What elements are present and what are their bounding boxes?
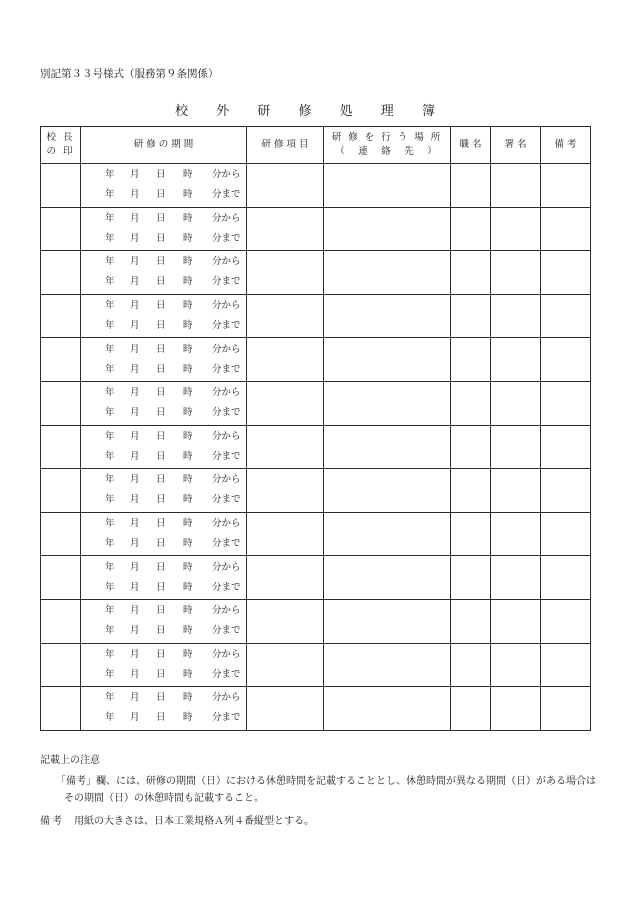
period-cell[interactable] (81, 512, 247, 556)
period-unit-month: 月 (130, 668, 140, 680)
period-cell[interactable] (81, 425, 247, 469)
period-from-line (81, 209, 246, 229)
period-unit-month: 月 (130, 320, 140, 332)
period-unit-hour: 時 (183, 407, 193, 419)
place-cell[interactable] (324, 643, 451, 687)
period-unit-year: 年 (105, 169, 115, 181)
period-unit-month: 月 (130, 648, 140, 660)
period-unit-month: 月 (130, 407, 140, 419)
table-body (41, 164, 591, 731)
signature-cell[interactable] (491, 425, 541, 469)
principal-seal-cell[interactable] (41, 338, 81, 382)
table-row (41, 164, 591, 208)
table-row (41, 599, 591, 643)
period-unit-month: 月 (130, 363, 140, 375)
period-from-line (81, 645, 246, 665)
period-cell[interactable] (81, 207, 247, 251)
period-to-line (81, 621, 246, 641)
header-principal-seal-line1: 校 長 (46, 132, 75, 143)
remarks-cell[interactable] (541, 207, 591, 251)
period-cell[interactable] (81, 251, 247, 295)
period-cell[interactable] (81, 469, 247, 513)
period-from-line (81, 427, 246, 447)
position-cell[interactable] (451, 687, 491, 731)
period-to-line (81, 403, 246, 423)
topic-cell[interactable] (247, 512, 324, 556)
header-place (324, 127, 451, 164)
signature-cell[interactable] (491, 643, 541, 687)
period-unit-day: 日 (156, 363, 166, 375)
period-unit-day: 日 (156, 561, 166, 573)
signature-cell[interactable] (491, 207, 541, 251)
position-cell[interactable] (451, 251, 491, 295)
period-unit-hour: 時 (183, 625, 193, 637)
notes-remark-label: 備考 (40, 816, 64, 827)
period-unit-year: 年 (105, 450, 115, 462)
period-unit-hour: 時 (183, 712, 193, 724)
topic-cell[interactable] (247, 381, 324, 425)
header-place-line2: （ 連 絡 先 ） (335, 146, 439, 157)
principal-seal-cell[interactable] (41, 556, 81, 600)
period-unit-year: 年 (105, 692, 115, 704)
period-unit-day: 日 (156, 712, 166, 724)
signature-cell[interactable] (491, 599, 541, 643)
title-char: 校 (175, 104, 189, 119)
period-unit-hour: 時 (183, 276, 193, 288)
period-unit-day: 日 (156, 474, 166, 486)
period-to-line (81, 272, 246, 292)
period-unit-year: 年 (105, 430, 115, 442)
period-from-line (81, 340, 246, 360)
period-unit-year: 年 (105, 474, 115, 486)
period-to-line (81, 316, 246, 336)
period-unit-year: 年 (105, 407, 115, 419)
topic-cell[interactable] (247, 556, 324, 600)
period-unit-month: 月 (130, 474, 140, 486)
period-unit-to: 分まで (212, 712, 241, 724)
period-unit-to: 分まで (212, 276, 241, 288)
principal-seal-cell[interactable] (41, 687, 81, 731)
period-unit-hour: 時 (183, 668, 193, 680)
position-cell[interactable] (451, 556, 491, 600)
table-row (41, 294, 591, 338)
period-unit-to: 分まで (212, 189, 241, 201)
principal-seal-cell[interactable] (41, 643, 81, 687)
period-unit-from: 分から (212, 692, 241, 704)
position-cell[interactable] (451, 599, 491, 643)
period-unit-month: 月 (130, 605, 140, 617)
table-row (41, 381, 591, 425)
period-unit-from: 分から (212, 300, 241, 312)
table-row (41, 687, 591, 731)
period-unit-year: 年 (105, 518, 115, 530)
training-register-table (40, 126, 591, 731)
signature-cell[interactable] (491, 469, 541, 513)
period-unit-hour: 時 (183, 189, 193, 201)
period-unit-day: 日 (156, 343, 166, 355)
table-row (41, 643, 591, 687)
period-unit-hour: 時 (183, 581, 193, 593)
period-unit-hour: 時 (183, 320, 193, 332)
period-unit-from: 分から (212, 387, 241, 399)
position-cell[interactable] (451, 338, 491, 382)
period-unit-month: 月 (130, 189, 140, 201)
title-char: 処 (339, 104, 353, 119)
period-cell[interactable] (81, 381, 247, 425)
period-unit-month: 月 (130, 538, 140, 550)
period-cell[interactable] (81, 294, 247, 338)
remarks-cell[interactable] (541, 294, 591, 338)
period-unit-day: 日 (156, 320, 166, 332)
period-unit-year: 年 (105, 605, 115, 617)
place-cell[interactable] (324, 425, 451, 469)
principal-seal-cell[interactable] (41, 512, 81, 556)
period-unit-day: 日 (156, 407, 166, 419)
position-cell[interactable] (451, 643, 491, 687)
period-unit-day: 日 (156, 212, 166, 224)
period-to-line (81, 665, 246, 685)
period-unit-to: 分まで (212, 625, 241, 637)
header-topic: 研 修 項 目 (247, 127, 324, 164)
period-unit-hour: 時 (183, 363, 193, 375)
period-unit-to: 分まで (212, 668, 241, 680)
period-unit-year: 年 (105, 343, 115, 355)
period-from-line (81, 601, 246, 621)
period-unit-hour: 時 (183, 343, 193, 355)
table-row (41, 338, 591, 382)
period-unit-day: 日 (156, 518, 166, 530)
period-to-line (81, 447, 246, 467)
period-unit-year: 年 (105, 363, 115, 375)
topic-cell[interactable] (247, 164, 324, 208)
title-char: 研 (257, 104, 271, 119)
period-unit-hour: 時 (183, 494, 193, 506)
position-cell[interactable] (451, 469, 491, 513)
period-unit-month: 月 (130, 450, 140, 462)
notes-body: 「備考」欄、には、研修の期間（日）における休憩時間を記載することとし、休憩時間が異なる期間（日）がある場合はその期間（日）の休憩時間も記載すること。 (56, 776, 596, 804)
period-unit-day: 日 (156, 450, 166, 462)
signature-cell[interactable] (491, 381, 541, 425)
period-unit-month: 月 (130, 343, 140, 355)
signature-cell[interactable] (491, 556, 541, 600)
period-unit-from: 分から (212, 605, 241, 617)
table-header-row (41, 127, 591, 164)
period-from-line (81, 165, 246, 185)
signature-cell[interactable] (491, 164, 541, 208)
period-unit-day: 日 (156, 232, 166, 244)
position-cell[interactable] (451, 512, 491, 556)
topic-cell[interactable] (247, 338, 324, 382)
remarks-cell[interactable] (541, 687, 591, 731)
period-unit-month: 月 (130, 561, 140, 573)
period-from-line (81, 296, 246, 316)
place-cell[interactable] (324, 164, 451, 208)
place-cell[interactable] (324, 512, 451, 556)
header-place-line1: 研 修 を 行 う 場 所 (331, 132, 443, 143)
period-unit-day: 日 (156, 538, 166, 550)
period-unit-day: 日 (156, 692, 166, 704)
period-unit-hour: 時 (183, 232, 193, 244)
remarks-cell[interactable] (541, 251, 591, 295)
period-to-line (81, 360, 246, 380)
period-unit-month: 月 (130, 692, 140, 704)
principal-seal-cell[interactable] (41, 164, 81, 208)
period-unit-hour: 時 (183, 538, 193, 550)
period-unit-hour: 時 (183, 518, 193, 530)
place-cell[interactable] (324, 251, 451, 295)
principal-seal-cell[interactable] (41, 381, 81, 425)
period-unit-to: 分まで (212, 450, 241, 462)
header-principal-seal (41, 127, 81, 164)
period-unit-year: 年 (105, 189, 115, 201)
signature-cell[interactable] (491, 251, 541, 295)
period-unit-hour: 時 (183, 561, 193, 573)
period-unit-to: 分まで (212, 538, 241, 550)
period-to-line (81, 185, 246, 205)
period-unit-day: 日 (156, 387, 166, 399)
period-unit-year: 年 (105, 320, 115, 332)
place-cell[interactable] (324, 381, 451, 425)
period-unit-from: 分から (212, 256, 241, 268)
period-unit-month: 月 (130, 387, 140, 399)
period-unit-year: 年 (105, 212, 115, 224)
period-unit-hour: 時 (183, 450, 193, 462)
position-cell[interactable] (451, 207, 491, 251)
period-unit-year: 年 (105, 712, 115, 724)
position-cell[interactable] (451, 425, 491, 469)
period-unit-year: 年 (105, 538, 115, 550)
place-cell[interactable] (324, 294, 451, 338)
place-cell[interactable] (324, 556, 451, 600)
signature-cell[interactable] (491, 294, 541, 338)
signature-cell[interactable] (491, 687, 541, 731)
remarks-cell[interactable] (541, 512, 591, 556)
position-cell[interactable] (451, 164, 491, 208)
period-unit-to: 分まで (212, 320, 241, 332)
topic-cell[interactable] (247, 643, 324, 687)
place-cell[interactable] (324, 207, 451, 251)
period-cell[interactable] (81, 164, 247, 208)
notes-section (40, 752, 600, 830)
table-row (41, 469, 591, 513)
period-unit-day: 日 (156, 300, 166, 312)
period-unit-day: 日 (156, 169, 166, 181)
form-number: 別記第３３号様式（服務第９条関係） (40, 68, 219, 80)
period-to-line (81, 708, 246, 728)
place-cell[interactable] (324, 687, 451, 731)
period-unit-from: 分から (212, 169, 241, 181)
topic-cell[interactable] (247, 599, 324, 643)
remarks-cell[interactable] (541, 469, 591, 513)
place-cell[interactable] (324, 599, 451, 643)
period-unit-month: 月 (130, 276, 140, 288)
topic-cell[interactable] (247, 469, 324, 513)
table-row (41, 512, 591, 556)
remarks-cell[interactable] (541, 599, 591, 643)
period-unit-year: 年 (105, 561, 115, 573)
principal-seal-cell[interactable] (41, 207, 81, 251)
period-unit-from: 分から (212, 212, 241, 224)
period-unit-to: 分まで (212, 494, 241, 506)
period-unit-hour: 時 (183, 605, 193, 617)
principal-seal-cell[interactable] (41, 599, 81, 643)
period-from-line (81, 558, 246, 578)
table-row (41, 425, 591, 469)
period-unit-year: 年 (105, 256, 115, 268)
topic-cell[interactable] (247, 687, 324, 731)
period-unit-to: 分まで (212, 232, 241, 244)
period-unit-to: 分まで (212, 581, 241, 593)
header-principal-seal-line2: の 印 (46, 146, 75, 157)
period-unit-month: 月 (130, 494, 140, 506)
period-unit-day: 日 (156, 189, 166, 201)
header-remarks: 備 考 (541, 127, 591, 164)
place-cell[interactable] (324, 469, 451, 513)
period-cell[interactable] (81, 556, 247, 600)
signature-cell[interactable] (491, 338, 541, 382)
period-from-line (81, 688, 246, 708)
remarks-cell[interactable] (541, 381, 591, 425)
period-unit-year: 年 (105, 387, 115, 399)
position-cell[interactable] (451, 381, 491, 425)
principal-seal-cell[interactable] (41, 294, 81, 338)
period-unit-hour: 時 (183, 648, 193, 660)
position-cell[interactable] (451, 294, 491, 338)
period-unit-hour: 時 (183, 300, 193, 312)
period-unit-month: 月 (130, 232, 140, 244)
header-signature: 署 名 (491, 127, 541, 164)
period-unit-hour: 時 (183, 430, 193, 442)
topic-cell[interactable] (247, 425, 324, 469)
remarks-cell[interactable] (541, 643, 591, 687)
period-unit-year: 年 (105, 668, 115, 680)
period-unit-day: 日 (156, 276, 166, 288)
period-unit-day: 日 (156, 256, 166, 268)
table-row (41, 556, 591, 600)
period-unit-day: 日 (156, 494, 166, 506)
remarks-cell[interactable] (541, 338, 591, 382)
period-unit-year: 年 (105, 232, 115, 244)
period-unit-hour: 時 (183, 387, 193, 399)
period-unit-month: 月 (130, 300, 140, 312)
topic-cell[interactable] (247, 294, 324, 338)
topic-cell[interactable] (247, 207, 324, 251)
topic-cell[interactable] (247, 251, 324, 295)
period-unit-from: 分から (212, 430, 241, 442)
period-from-line (81, 470, 246, 490)
period-unit-day: 日 (156, 648, 166, 660)
period-unit-hour: 時 (183, 692, 193, 704)
period-unit-month: 月 (130, 169, 140, 181)
period-unit-hour: 時 (183, 474, 193, 486)
period-unit-hour: 時 (183, 256, 193, 268)
notes-remark (40, 813, 600, 830)
period-cell[interactable] (81, 687, 247, 731)
period-unit-month: 月 (130, 518, 140, 530)
title-char: 外 (216, 104, 230, 119)
period-cell[interactable] (81, 643, 247, 687)
period-unit-day: 日 (156, 581, 166, 593)
period-unit-month: 月 (130, 712, 140, 724)
period-unit-hour: 時 (183, 212, 193, 224)
period-unit-month: 月 (130, 625, 140, 637)
period-to-line (81, 534, 246, 554)
period-cell[interactable] (81, 338, 247, 382)
principal-seal-cell[interactable] (41, 469, 81, 513)
notes-heading: 記載上の注意 (40, 755, 100, 766)
period-unit-from: 分から (212, 518, 241, 530)
period-unit-year: 年 (105, 581, 115, 593)
period-unit-year: 年 (105, 648, 115, 660)
period-unit-month: 月 (130, 430, 140, 442)
period-unit-from: 分から (212, 474, 241, 486)
table-row (41, 251, 591, 295)
principal-seal-cell[interactable] (41, 425, 81, 469)
remarks-cell[interactable] (541, 164, 591, 208)
notes-remark-text: 用紙の大きさは、日本工業規格Ａ列４番縦型とする。 (74, 816, 314, 827)
principal-seal-cell[interactable] (41, 251, 81, 295)
period-to-line (81, 490, 246, 510)
period-unit-day: 日 (156, 430, 166, 442)
table-row (41, 207, 591, 251)
remarks-cell[interactable] (541, 425, 591, 469)
period-unit-to: 分まで (212, 363, 241, 375)
period-unit-month: 月 (130, 256, 140, 268)
period-unit-year: 年 (105, 276, 115, 288)
title-char: 簿 (421, 104, 435, 119)
period-unit-from: 分から (212, 648, 241, 660)
period-from-line (81, 383, 246, 403)
signature-cell[interactable] (491, 512, 541, 556)
period-unit-from: 分から (212, 561, 241, 573)
remarks-cell[interactable] (541, 556, 591, 600)
period-to-line (81, 229, 246, 249)
period-cell[interactable] (81, 599, 247, 643)
period-unit-month: 月 (130, 581, 140, 593)
period-unit-hour: 時 (183, 169, 193, 181)
title-char: 理 (380, 104, 394, 119)
header-position: 職 名 (451, 127, 491, 164)
title-char: 修 (298, 104, 312, 119)
header-period: 研 修 の 期 間 (81, 127, 247, 164)
period-unit-day: 日 (156, 625, 166, 637)
period-from-line (81, 514, 246, 534)
period-unit-year: 年 (105, 625, 115, 637)
period-unit-from: 分から (212, 343, 241, 355)
place-cell[interactable] (324, 338, 451, 382)
period-unit-to: 分まで (212, 407, 241, 419)
period-unit-year: 年 (105, 300, 115, 312)
period-unit-day: 日 (156, 605, 166, 617)
period-from-line (81, 252, 246, 272)
period-unit-month: 月 (130, 212, 140, 224)
period-unit-year: 年 (105, 494, 115, 506)
period-to-line (81, 578, 246, 598)
period-unit-day: 日 (156, 668, 166, 680)
document-title (175, 100, 435, 119)
